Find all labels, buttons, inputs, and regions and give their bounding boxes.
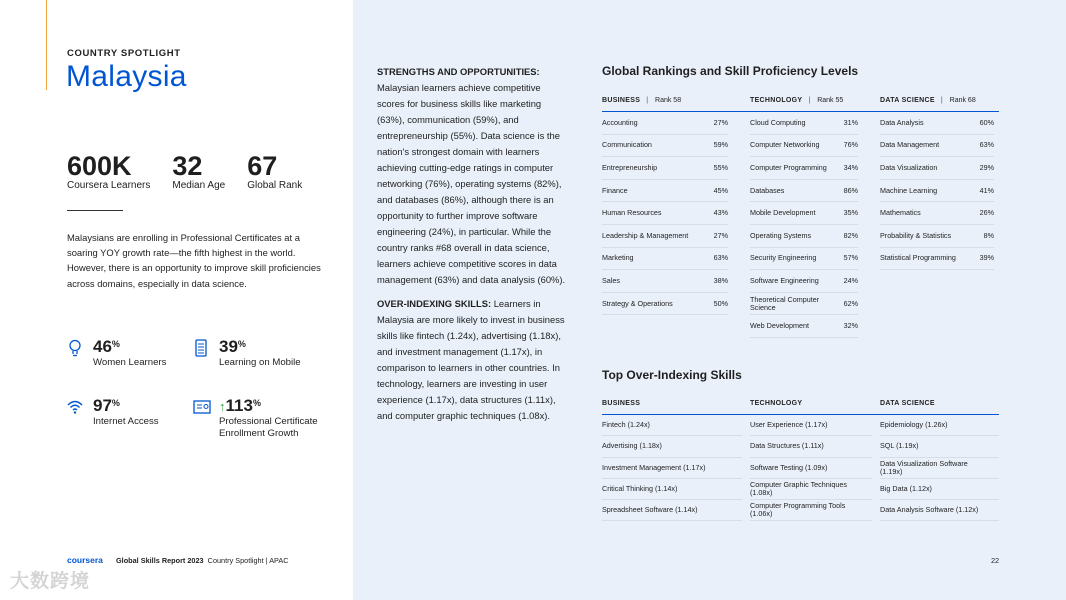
skill-percent: 38% xyxy=(713,275,728,285)
watermark: 大数跨境 xyxy=(10,571,91,592)
skill-percent: 45% xyxy=(713,185,728,195)
strengths-text: Malaysian learners achieve competitive scores for business skills like marketing (63%), communication (59%), and entrepreneurship (55%). Data science is the nation's strongest domain with learners achieving cutting-edge ratings in computer networking (76%), operating systems (82%), and databases (86%), although there is an opportunity to further improve software engineering (24%), in particular. While the country ranks #68 overall in data science, learners achieve competitive scores in data management (63%) and data analysis (60%). xyxy=(377,82,566,285)
kpi-value: 39% xyxy=(219,337,246,356)
report-name: Global Skills Report 2023 xyxy=(116,556,204,565)
stat-label: Coursera Learners xyxy=(67,180,151,191)
mobile-icon xyxy=(193,339,209,357)
strengths-paragraph xyxy=(377,64,567,288)
overindex-header xyxy=(602,398,999,415)
lightbulb-icon xyxy=(67,339,83,357)
ranking-cell xyxy=(880,135,994,158)
ranking-cell xyxy=(750,135,858,158)
skill-name: Data Visualization xyxy=(880,162,938,172)
overindex-skill: SQL (1.19x) xyxy=(880,441,919,451)
overindex-skill: Spreadsheet Software (1.14x) xyxy=(602,505,698,515)
skill-name: Sales xyxy=(602,275,620,285)
overindex-cell xyxy=(880,436,999,457)
overindex-cell xyxy=(750,458,872,479)
rankings-title: Global Rankings and Skill Proficiency Levels xyxy=(602,64,859,78)
skill-name: Statistical Programming xyxy=(880,253,956,263)
report-section: Country Spotlight | APAC xyxy=(207,556,289,565)
col-data-science: DATA SCIENCE xyxy=(880,400,935,407)
skill-percent: 32% xyxy=(843,321,858,331)
stat-global-rank xyxy=(247,152,302,192)
skill-percent: 34% xyxy=(843,162,858,172)
overindex-paragraph xyxy=(377,296,567,424)
overindex-cell xyxy=(602,458,742,479)
skill-percent: 27% xyxy=(713,117,728,127)
overindex-title: Top Over-Indexing Skills xyxy=(602,368,742,382)
ranking-cell xyxy=(602,180,728,203)
ranking-cell xyxy=(750,225,858,248)
overindex-heading: OVER-INDEXING SKILLS: xyxy=(377,298,492,309)
overindex-cell xyxy=(602,479,742,500)
overindex-skill: Data Structures (1.11x) xyxy=(750,441,824,451)
ranking-cell xyxy=(602,293,728,316)
ranking-cell xyxy=(880,202,994,225)
wifi-icon xyxy=(67,398,83,416)
skill-percent: 24% xyxy=(843,275,858,285)
skill-name: Entrepreneurship xyxy=(602,162,658,172)
stat-label: Median Age xyxy=(172,180,226,191)
skill-name: Web Development xyxy=(750,321,809,331)
skill-name: Probability & Statistics xyxy=(880,230,952,240)
col-business: BUSINESS xyxy=(602,400,641,407)
skill-name: Security Engineering xyxy=(750,253,817,263)
overindex-skill: Fintech (1.24x) xyxy=(602,420,650,430)
skill-percent: 41% xyxy=(979,185,994,195)
spotlight-label: COUNTRY SPOTLIGHT xyxy=(67,48,181,59)
skill-percent: 35% xyxy=(843,208,858,218)
col-technology: TECHNOLOGY| Rank 55 xyxy=(750,97,843,104)
col-data-science: DATA SCIENCE| Rank 68 xyxy=(880,97,976,104)
skill-name: Theoretical Computer Science xyxy=(750,294,820,312)
skill-name: Communication xyxy=(602,140,652,150)
skill-name: Accounting xyxy=(602,117,638,127)
rankings-table xyxy=(602,95,999,331)
col-business: BUSINESS| Rank 58 xyxy=(602,97,681,104)
overindex-cell xyxy=(602,500,742,521)
skill-percent: 63% xyxy=(713,253,728,263)
ranking-cell xyxy=(880,180,994,203)
overindex-cell xyxy=(880,479,999,500)
skill-name: Leadership & Management xyxy=(602,230,689,240)
strengths-heading: STRENGTHS AND OPPORTUNITIES: xyxy=(377,66,540,77)
skill-percent: 50% xyxy=(713,298,728,308)
skill-percent: 62% xyxy=(843,298,858,308)
skill-percent: 63% xyxy=(979,140,994,150)
overindex-skill: Advertising (1.18x) xyxy=(602,441,662,451)
skill-name: Data Analysis xyxy=(880,117,924,127)
skill-percent: 82% xyxy=(843,230,858,240)
skill-name: Computer Programming xyxy=(750,162,827,172)
growth-arrow-icon: ↑ xyxy=(219,399,226,414)
overindex-table xyxy=(602,398,999,519)
ranking-cell xyxy=(602,270,728,293)
col-technology: TECHNOLOGY xyxy=(750,400,803,407)
skill-name: Computer Networking xyxy=(750,140,820,150)
overindex-cell xyxy=(880,415,999,436)
overindex-skill: Software Testing (1.09x) xyxy=(750,462,828,472)
ranking-cell xyxy=(750,180,858,203)
skill-name: Operating Systems xyxy=(750,230,812,240)
skill-percent: 86% xyxy=(843,185,858,195)
overindex-skill: User Experience (1.17x) xyxy=(750,420,828,430)
country-title: Malaysia xyxy=(66,60,187,93)
ranking-cell xyxy=(602,248,728,271)
overindex-cell xyxy=(602,436,742,457)
stat-learners xyxy=(67,152,150,192)
ranking-cell xyxy=(880,157,994,180)
overindex-cell xyxy=(880,500,999,521)
overindex-skill: Critical Thinking (1.14x) xyxy=(602,484,678,494)
stat-label: Global Rank xyxy=(247,180,303,191)
ranking-cell xyxy=(750,202,858,225)
overindex-skill: Epidemiology (1.26x) xyxy=(880,420,948,430)
skill-percent: 55% xyxy=(713,162,728,172)
skill-percent: 57% xyxy=(843,253,858,263)
ranking-cell xyxy=(880,248,994,271)
big-stats xyxy=(67,152,324,192)
skill-percent: 8% xyxy=(983,230,994,240)
skill-name: Databases xyxy=(750,185,785,195)
skill-name: Cloud Computing xyxy=(750,117,806,127)
skill-percent: 29% xyxy=(979,162,994,172)
kpi-label: Internet Access xyxy=(93,416,159,427)
skill-percent: 43% xyxy=(713,208,728,218)
ranking-cell xyxy=(602,202,728,225)
overindex-skill: Big Data (1.12x) xyxy=(880,484,932,494)
ranking-cell xyxy=(750,293,858,316)
skill-percent: 59% xyxy=(713,140,728,150)
kpi-label: Professional Certificate Enrollment Growth xyxy=(219,416,318,439)
skill-name: Mathematics xyxy=(880,208,921,218)
stat-value: 67 xyxy=(247,151,278,181)
rankings-header xyxy=(602,95,999,112)
overindex-text: Learners in Malaysia are more likely to invest in business skills like fintech (1.24x), advertising (1.18x), and investment management (1.17x), in comparison to learners in other countries. In technology, learners are investing in user experience (1.17x), data structures (1.11x), and computer graphic techniques (1.08x). xyxy=(377,298,565,421)
ranking-cell xyxy=(880,112,994,135)
footer-text xyxy=(116,556,289,565)
kpi-value: ↑113% xyxy=(219,396,261,415)
overindex-cell xyxy=(750,479,872,500)
kpi-value: 97% xyxy=(93,396,120,415)
intro-paragraph: Malaysians are enrolling in Professional Certificates at a soaring YOY growth rate—the fifth highest in the world. However, there is an opportunity to improve skill proficiencies across domains, especially in data science. xyxy=(67,232,321,289)
kpi-label: Learning on Mobile xyxy=(219,357,301,368)
skill-name: Human Resources xyxy=(602,208,662,218)
ranking-cell xyxy=(880,225,994,248)
overindex-cell xyxy=(880,458,999,479)
overindex-skill: Computer Graphic Techniques (1.08x) xyxy=(750,480,847,498)
skill-percent: 76% xyxy=(843,140,858,150)
overindex-cell xyxy=(602,415,742,436)
certificate-icon xyxy=(193,398,211,416)
skill-name: Finance xyxy=(602,185,628,195)
skill-percent: 60% xyxy=(979,117,994,127)
ranking-cell xyxy=(602,135,728,158)
skill-name: Marketing xyxy=(602,253,634,263)
narrative-column xyxy=(377,64,567,432)
stat-median-age xyxy=(172,152,225,192)
overindex-skill: Computer Programming Tools (1.06x) xyxy=(750,501,846,519)
coursera-logo: coursera xyxy=(67,555,103,565)
stat-value: 32 xyxy=(172,151,203,181)
overindex-cell xyxy=(750,500,872,521)
ranking-cell xyxy=(602,112,728,135)
skill-percent: 27% xyxy=(713,230,728,240)
skill-name: Mobile Development xyxy=(750,208,816,218)
ranking-cell xyxy=(750,270,858,293)
kpi-label: Women Learners xyxy=(93,357,167,368)
skill-percent: 39% xyxy=(979,253,994,263)
ranking-cell xyxy=(750,315,858,338)
stat-value: 600K xyxy=(67,151,132,181)
skill-percent: 26% xyxy=(979,208,994,218)
ranking-cell xyxy=(750,157,858,180)
ranking-cell xyxy=(750,248,858,271)
divider xyxy=(67,210,123,211)
skill-name: Software Engineering xyxy=(750,275,819,285)
skill-name: Machine Learning xyxy=(880,185,938,195)
overindex-cell xyxy=(750,436,872,457)
kpi-value: 46% xyxy=(93,337,120,356)
page-number: 22 xyxy=(991,556,1000,565)
overindex-cell xyxy=(750,415,872,436)
skill-name: Strategy & Operations xyxy=(602,298,673,308)
ranking-cell xyxy=(750,112,858,135)
overindex-skill: Data Analysis Software (1.12x) xyxy=(880,505,979,515)
overindex-skill: Data Visualization Software (1.19x) xyxy=(880,458,968,476)
accent-line xyxy=(46,0,47,90)
skill-name: Data Management xyxy=(880,140,940,150)
skill-percent: 31% xyxy=(843,117,858,127)
ranking-cell xyxy=(602,157,728,180)
ranking-cell xyxy=(602,225,728,248)
overindex-skill: Investment Management (1.17x) xyxy=(602,462,706,472)
